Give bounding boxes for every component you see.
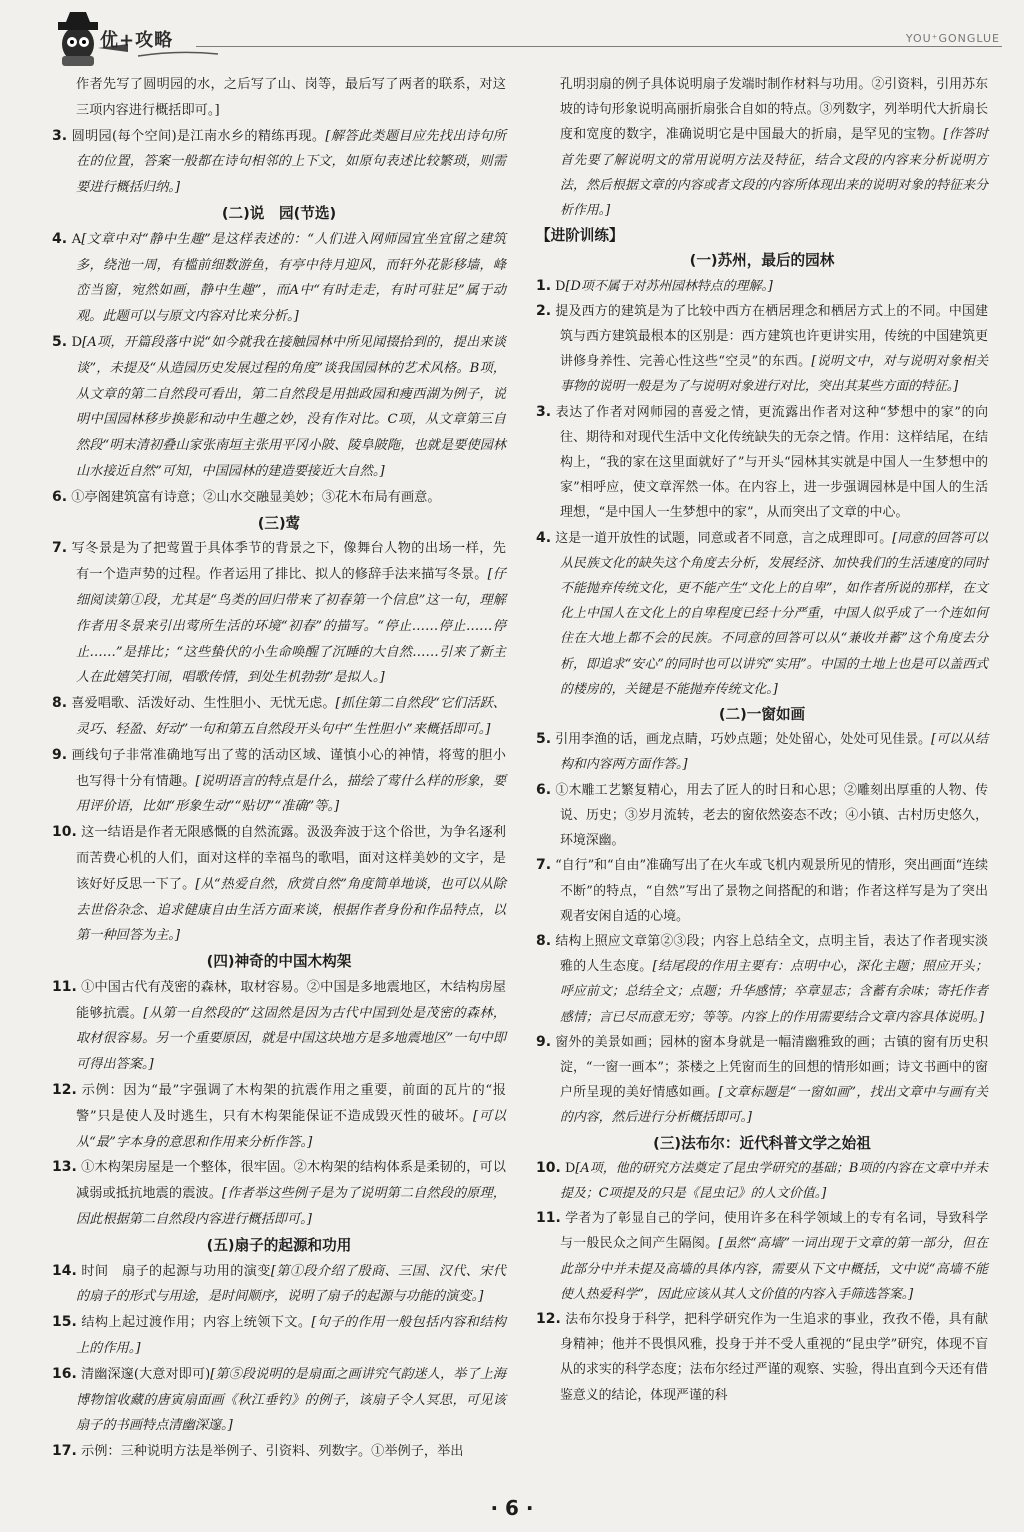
question-number: 2. bbox=[536, 302, 552, 319]
question-number: 13. bbox=[52, 1159, 77, 1176]
answer-item bbox=[536, 727, 988, 777]
answer-explanation: [第⑤段说明的是扇面之画讲究气韵迷人，举了上海博物馆收藏的唐寅扇面画《秋江垂钓》的例子，该扇子令人冥思，可见该扇子的书画特点清幽深邃。] bbox=[76, 1366, 506, 1434]
page-number: · 6 · bbox=[490, 1496, 534, 1520]
answer-text: 作者先写了圆明园的水，之后写了山、岗等，最后写了两者的联系，对这三项内容进行概括即可。] bbox=[76, 77, 506, 118]
answer-explanation: [文章中对“静中生趣”是这样表述的：“人们进入网师园宜坐宜留之建筑多，绕池一周，有槛前细数游鱼，有亭中待月迎风，而轩外花影移墙，峰峦当窗，宛然如画，静中生趣”，而A中“有时走走，有时可驻足”属于动观。此题可以与原文内容对比来分析。] bbox=[76, 231, 506, 325]
answer-explanation: [作答时首先要了解说明文的常用说明方法及特征，结合文段的内容来分析说明方法，然后根据文章的内容或者文段的内容所体现出来的说明对象的特征来分析作用。] bbox=[560, 127, 989, 219]
answer-text: 示例：三种说明方法是举例子、引资料、列数字。①举例子，举出 bbox=[81, 1444, 464, 1460]
answer-item bbox=[536, 1307, 988, 1408]
answer-item bbox=[52, 227, 506, 330]
right-column bbox=[536, 72, 988, 1408]
question-number: 8. bbox=[52, 695, 68, 712]
question-number: 14. bbox=[52, 1262, 77, 1279]
answer-explanation: [D项不属于对苏州园林特点的理解。] bbox=[565, 278, 773, 294]
answer-explanation: [从第一自然段的“这固然是因为古代中国到处是茂密的森林，取材很容易。另一个重要原因，就是中国这块地方是多地震地区”一句中即可得出答案。] bbox=[76, 1005, 506, 1073]
answer-text: 画线句子非常准确地写出了莺的活动区域、谨慎小心的神情，将莺的胆小也写得十分有情趣。 bbox=[71, 747, 506, 789]
question-number: 4. bbox=[536, 529, 552, 546]
answer-explanation: [可以从“最”字本身的意思和作用来分析作答。] bbox=[76, 1108, 506, 1150]
answer-explanation: [抓住第二自然段“它们活跃、灵巧、轻盈、好动”一句和第五自然段开头句中“生性胆小”来概括即可。] bbox=[76, 696, 506, 737]
answer-text: 法布尔投身于科学，把科学研究作为一生追求的事业，孜孜不倦，具有献身精神；他并不畏惧风雅，投身于并不受人重视的“昆虫学”研究，体现不盲从的求实的科学态度；法布尔经过严谨的观察、实验，得出直到今天还有借鉴意义的结论，体现严谨的科 bbox=[560, 1311, 988, 1403]
section-heading: (一)苏州，最后的园林 bbox=[689, 252, 835, 270]
answer-text: 这是一道开放性的试题，同意或者不同意，言之成理即可。 bbox=[555, 530, 893, 546]
header-rule bbox=[196, 46, 1002, 47]
answer-item bbox=[52, 743, 506, 820]
answer-text: 学者为了彰显自己的学问，使用许多在科学领域上的专有名词，导致科学与一般民众之间产生隔阂。 bbox=[560, 1211, 988, 1252]
answer-item bbox=[52, 1439, 506, 1465]
answer-text: 示例：因为“最”字强调了木构架的抗震作用之重要，前面的瓦片的“报警”只是使人及时逃生，只有木构架能保证不造成毁灭性的破坏。 bbox=[76, 1083, 506, 1124]
answer-item bbox=[52, 1310, 506, 1362]
page-header bbox=[0, 0, 1024, 74]
answer-text: 喜爱唱歌、活泼好动、生性胆小、无忧无虑。 bbox=[71, 696, 336, 712]
answer-explanation: [从“热爱自然，欣赏自然”角度简单地谈，也可以从除去世俗杂念、追求健康自由生活方面来谈，根据作者身份和作品特点，以第一种回答为主。] bbox=[76, 876, 506, 944]
answer-explanation: [第①段介绍了殷商、三国、汉代、宋代的扇子的形式与用途，是时间顺序，说明了扇子的起源与功能的演变。] bbox=[76, 1263, 506, 1305]
question-number: 11. bbox=[52, 978, 77, 995]
answer-explanation: [说明语言的特点是什么，描绘了莺什么样的形象，要用评价语，比如“形象生动”“贴切”“准确”等。] bbox=[76, 773, 506, 815]
question-number: 5. bbox=[52, 333, 68, 350]
section-label: 【进阶训练】 bbox=[536, 227, 624, 245]
answer-text: 结构上起过渡作用；内容上统领下文。 bbox=[81, 1315, 312, 1331]
answer-item bbox=[52, 124, 506, 201]
answer-text: 清幽深邃(大意对即可) bbox=[81, 1366, 211, 1382]
answer-explanation: [A项，他的研究方法奠定了昆虫学研究的基础；B项的内容在文章中并未提及；C项提及的只是《昆虫记》的人文价值。] bbox=[560, 1160, 988, 1201]
answer-explanation: [文章标题是“一窗如画”，找出文章中与画有关的内容，然后进行分析概括即可。] bbox=[560, 1085, 988, 1126]
answer-text: D bbox=[564, 1160, 576, 1176]
question-number: 7. bbox=[52, 540, 68, 557]
answer-item bbox=[52, 1362, 506, 1439]
question-number: 7. bbox=[536, 857, 552, 874]
answer-explanation: [仔细阅读第①段，尤其是“鸟类的回归带来了初春第一个信息”这一句，理解作者用冬景来引出莺所生活的环境“初春”的描写。“停止……停止……停止……”是排比；“这些蛰伏的小生命唤醒了沉睡的大自然……引来了新主人在此嬉笑打闹，唱歌传情，到处生机勃勃”是拟人。] bbox=[76, 567, 506, 686]
answer-text: 时间 扇子的起源与功用的演变 bbox=[81, 1263, 271, 1279]
answer-explanation: [说明文中，对与说明对象相关事物的说明一般是为了与说明对象进行对比，突出其某些方面的特征。] bbox=[560, 354, 989, 395]
question-number: 9. bbox=[52, 746, 68, 763]
question-number: 11. bbox=[536, 1210, 561, 1227]
question-number: 10. bbox=[536, 1159, 561, 1176]
answer-text: 窗外的美景如画；园林的窗本身就是一幅清幽雅致的画；古镇的窗有历史积淀，“一窗一画本”；茶楼之上凭窗而生的回想的情形如画；诗文书画中的窗户所呈现的美好情感如画。 bbox=[555, 1034, 988, 1101]
answer-item bbox=[536, 929, 988, 1030]
answer-continuation bbox=[536, 72, 988, 223]
answer-text: 引用李渔的话，画龙点睛，巧妙点题；处处留心，处处可见佳景。 bbox=[555, 732, 932, 748]
answer-item bbox=[52, 1155, 506, 1232]
answer-text: D bbox=[555, 278, 566, 294]
answer-item bbox=[52, 536, 506, 691]
answer-explanation: [A项，开篇段落中说“如今就我在接触园林中所见闻掇拾到的，提出来谈谈”，未提及“从造园历史发展过程的角度”谈我国园林的艺术风格。B项，从文章的第二自然段可看出，第二自然段是用拙政园和瘦西湖为例子，说明中国园林移步换影和动中生趣之妙，没有作对比。C项，从文章第三自然段“明末清初叠山家张南垣主张用平冈小陂、陵阜陂陁，也就是要使园林山水接近自然”可知，中国园林的建造要接近大自然。] bbox=[76, 334, 506, 479]
answer-item bbox=[52, 691, 506, 743]
answer-item bbox=[536, 853, 988, 929]
answer-item bbox=[536, 274, 988, 299]
answer-continuation bbox=[52, 72, 506, 124]
question-number: 8. bbox=[536, 932, 552, 949]
answer-text: 结构上照应文章第②③段；内容上总结全文，点明主旨，表达了作者现实淡雅的人生态度。 bbox=[555, 933, 988, 975]
answer-item bbox=[52, 1259, 506, 1311]
answer-text: 圆明园(每个空间)是江南水乡的精练再现。 bbox=[71, 128, 326, 144]
question-number: 9. bbox=[536, 1033, 552, 1050]
answer-item bbox=[52, 820, 506, 949]
answer-text: D bbox=[71, 334, 83, 350]
answer-explanation: [可以从结构和内容两方面作答。] bbox=[560, 732, 988, 773]
section-heading: (二)一窗如画 bbox=[718, 706, 806, 724]
answer-explanation: [句子的作用一般包括内容和结构上的作用。] bbox=[76, 1315, 506, 1357]
question-number: 6. bbox=[536, 781, 552, 798]
answer-text: ①木构架房屋是一个整体，很牢固。②木构架的结构体系是柔韧的，可以减弱或抵抗地震的震波。 bbox=[76, 1160, 506, 1202]
logo-text: 优+攻略 bbox=[100, 30, 174, 51]
answer-text: 提及西方的建筑是为了比较中西方在栖居理念和栖居方式上的不同。中国建筑与西方建筑最根本的区别是：西方建筑也许更讲实用，传统的中国建筑更讲修身养性、完善心性这些“空灵”的东西。 bbox=[555, 303, 988, 370]
question-number: 15. bbox=[52, 1314, 77, 1331]
question-number: 5. bbox=[536, 731, 552, 748]
answer-explanation: [作者举这些例子是为了说明第二自然段的原理，因此根据第二自然段内容进行概括即可。] bbox=[76, 1186, 506, 1228]
question-number: 12. bbox=[52, 1082, 77, 1099]
answer-explanation: [虽然“高墙”一词出现于文章的第一部分，但在此部分中并未提及高墙的具体内容，需要从下文中概括，文中说“高墙不能使人热爱科学”，因此应该从其人文价值的内容入手筛选答案。] bbox=[560, 1236, 988, 1302]
answer-item bbox=[536, 526, 988, 702]
answer-item bbox=[52, 330, 506, 485]
answer-text: A bbox=[71, 231, 82, 247]
answer-item bbox=[52, 1078, 506, 1155]
answer-text: “自行”和“自由”准确写出了在火车或飞机内观景所见的情形，突出画面“连续不断”的特点，“自然”写出了景物之间搭配的和谐；作者这样写是为了突出观者安闲自适的心境。 bbox=[555, 858, 988, 924]
answer-text: 孔明羽扇的例子具体说明扇子发端时制作材料与功用。②引资料，引用苏东坡的诗句形象说明高丽折扇张合自如的特点。③列数字，列举明代大折扇长度和宽度的数字，准确说明它是中国最大的折扇，是罕见的宝物。 bbox=[560, 77, 988, 143]
section-heading: (五)扇子的起源和功用 bbox=[206, 1236, 352, 1254]
question-number: 16. bbox=[52, 1365, 77, 1382]
answer-item bbox=[536, 1156, 988, 1206]
answer-item bbox=[536, 1206, 988, 1307]
answer-text: ①亭阁建筑富有诗意；②山水交融显美妙；③花木布局有画意。 bbox=[71, 489, 441, 505]
answer-explanation: [结尾段的作用主要有：点明中心，深化主题；照应开头；呼应前文；总结全文；点题；升华感情；卒章显志；含蓄有余味；寄托作者感情；言已尽而意无穷；等等。内容上的作用需要结合文章内容具体说明。] bbox=[560, 959, 989, 1025]
answer-item bbox=[536, 400, 988, 526]
answer-text: 这一结语是作者无限感慨的自然流露。汲汲奔波于这个俗世，为争名逐利而苦费心机的人们，面对这样的幸福鸟的歌唱，面对这样美妙的文字，是该好好反思一下了。 bbox=[76, 825, 506, 892]
section-heading: (四)神奇的中国木构架 bbox=[206, 953, 352, 971]
brand-text: YOU⁺GONGLUE bbox=[905, 32, 1000, 45]
answer-item bbox=[536, 778, 988, 854]
answer-item bbox=[536, 299, 988, 400]
question-number: 3. bbox=[52, 127, 68, 144]
question-number: 17. bbox=[52, 1443, 77, 1460]
answer-text: 写冬景是为了把莺置于具体季节的背景之下，像舞台人物的出场一样，先有一个造声势的过程。作者运用了排比、拟人的修辞手法来描写冬景。 bbox=[71, 541, 506, 583]
answer-explanation: [同意的回答可以从民族文化的缺失这个角度去分析，发展经济、加快我们的生活速度的同时不能抛弃传统文化，更不能产生“文化上的自卑”，如作者所说的那样，在文化上中国人在文化上的自卑程度已经十分严重，中国人似乎成了一个连如何住在大地上都不会的民族。不同意的回答可以从“兼收并蓄”这个角度去分析，即追求“安心”的同时也可以讲究“实用”。中国的土地上也是可以盖西式的楼房的，关键是不能抛弃传统文化。] bbox=[560, 530, 988, 697]
question-number: 4. bbox=[52, 230, 68, 247]
section-heading: (二)说 园(节选) bbox=[221, 204, 337, 222]
answer-text: 表达了作者对网师园的喜爱之情，更流露出作者对这种“梦想中的家”的向往、期待和对现代生活中文化传统缺失的无奈之情。作用：这样结尾，在结构上，“我的家在这里面就好了”与开头“园林其实就是中国人一生梦想中的家”相呼应，使文章浑然一体。在内容上，进一步强调园林是中国人的生活理想，“是中国人一生梦想中的家”，从而突出了文章的中心。 bbox=[555, 404, 988, 521]
answer-item bbox=[536, 1030, 988, 1131]
question-number: 10. bbox=[52, 824, 77, 841]
left-column bbox=[52, 72, 506, 1465]
question-number: 3. bbox=[536, 403, 552, 420]
answer-text: ①中国古代有茂密的森林，取材容易。②中国是多地震地区，木结构房屋能够抗震。 bbox=[76, 979, 506, 1021]
answer-text: ①木雕工艺繁复精心，用去了匠人的时日和心思；②雕刻出厚重的人物、传说、历史；③岁月流转，老去的窗依然姿态不改；④小镇、古村历史悠久，环境深幽。 bbox=[555, 782, 988, 849]
answer-explanation: [解答此类题目应先找出诗句所在的位置，答案一般都在诗句相邻的上下文，如原句表述比较繁琐，则需要进行概括归纳。] bbox=[76, 128, 506, 196]
question-number: 12. bbox=[536, 1310, 561, 1327]
answer-item bbox=[52, 485, 506, 511]
section-heading: (三)法布尔：近代科普文学之始祖 bbox=[653, 1134, 871, 1152]
question-number: 1. bbox=[536, 277, 552, 294]
question-number: 6. bbox=[52, 488, 68, 505]
section-heading: (三)莺 bbox=[257, 514, 301, 532]
answer-item bbox=[52, 975, 506, 1078]
